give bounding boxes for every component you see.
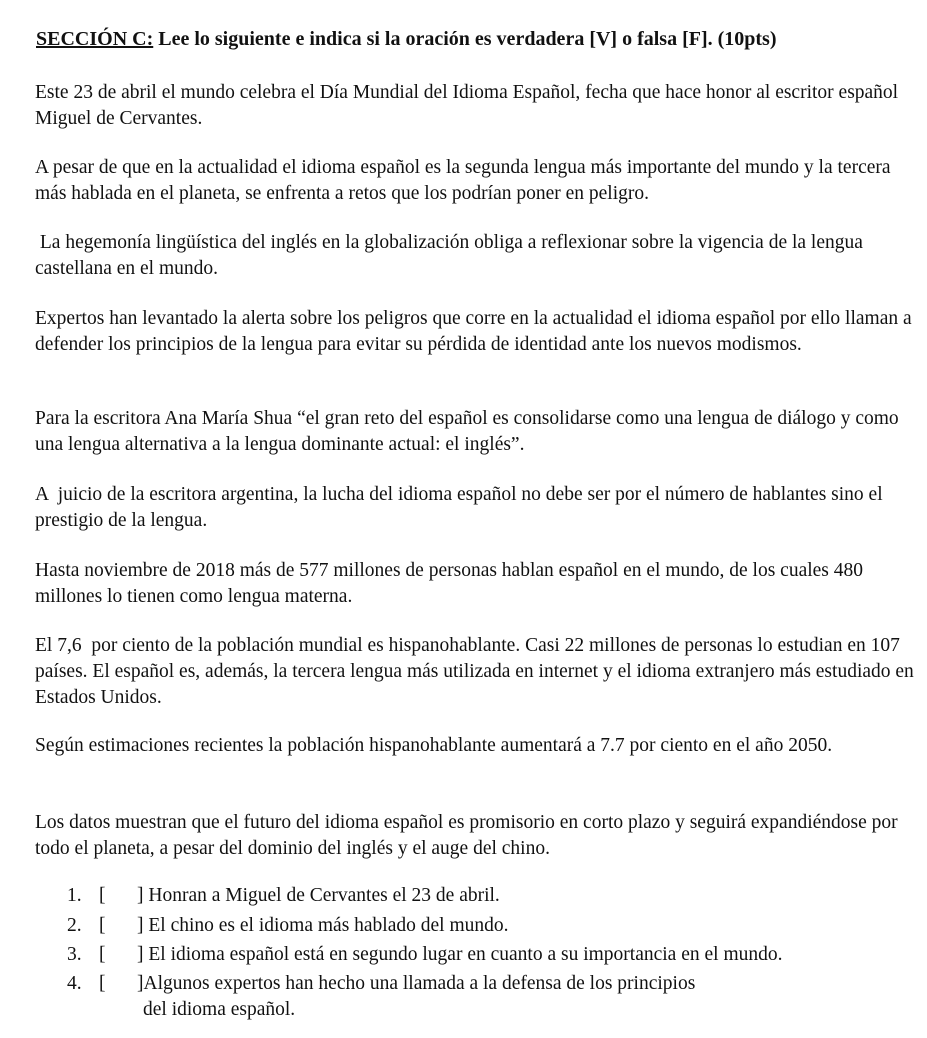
answer-bracket: [ (99, 944, 106, 965)
paragraph-9: Según estimaciones recientes la población hispanohablante aumentará a 7.7 por ciento en el año 2050. (35, 735, 833, 756)
answer-bracket: [ (99, 915, 106, 936)
section-instruction: Lee lo siguiente e indica si la oración es verdadera [V] o falsa [F]. (10pts) (158, 28, 777, 50)
question-text: ]Algunos expertos han hecho una llamada a la defensa de los principios (137, 973, 696, 994)
paragraph-2: A pesar de que en la actualidad el idioma español es la segunda lengua más importante del mundo y la tercera más hablada en el planeta, se enfrenta a retos que los podrían poner en peligro. (35, 157, 891, 204)
paragraph-10: Los datos muestran que el futuro del idioma español es promisorio en corto plazo y seguirá expandiéndose por todo el planeta, a pesar del dominio del inglés y el auge del chino. (35, 812, 898, 859)
question-text: ] El idioma español está en segundo lugar en cuanto a su importancia en el mundo. (137, 944, 783, 965)
paragraph-5: Para la escritora Ana María Shua “el gran reto del español es consolidarse como una lengua de diálogo y como una lengua alternativa a la lengua dominante actual: el inglés”. (35, 408, 899, 455)
answer-bracket: [ (99, 973, 106, 994)
paragraph-3: La hegemonía lingüística del inglés en la globalización obliga a reflexionar sobre la vigencia de la lengua castellana en el mundo. (35, 232, 868, 279)
question-4 (67, 971, 695, 1023)
question-text-continued: del idioma español. (143, 999, 296, 1020)
question-number: 2. (67, 915, 82, 936)
question-text: ] El chino es el idioma más hablado del mundo. (137, 915, 509, 936)
paragraph-4: Expertos han levantado la alerta sobre los peligros que corre en la actualidad el idioma español por ello llaman a defender los principios de la lengua para evitar su pérdida de identidad ante los nuevos modismos. (35, 308, 912, 355)
question-number: 3. (67, 944, 82, 965)
question-number: 1. (67, 885, 82, 906)
paragraph-6: A juicio de la escritora argentina, la lucha del idioma español no debe ser por el número de hablantes sino el prestigio de la lengua. (35, 484, 888, 531)
section-heading (36, 28, 777, 51)
section-label: SECCIÓN C: (36, 28, 154, 50)
paragraph-7: Hasta noviembre de 2018 más de 577 millones de personas hablan español en el mundo, de los cuales 480 millones lo tienen como lengua materna. (35, 560, 864, 607)
question-1 (67, 883, 500, 909)
question-text: ] Honran a Miguel de Cervantes el 23 de abril. (137, 885, 500, 906)
paragraph-8: El 7,6 por ciento de la población mundial es hispanohablante. Casi 22 millones de personas lo estudian en 107 países. El español es, además, la tercera lengua más utilizada en internet y el idioma extranjero más estudiado en Estados Unidos. (35, 635, 919, 708)
question-number: 4. (67, 973, 82, 994)
question-3 (67, 942, 782, 968)
paragraph-1: Este 23 de abril el mundo celebra el Día Mundial del Idioma Español, fecha que hace honor al escritor español Miguel de Cervantes. (35, 82, 899, 129)
question-2 (67, 913, 509, 939)
answer-bracket: [ (99, 885, 106, 906)
